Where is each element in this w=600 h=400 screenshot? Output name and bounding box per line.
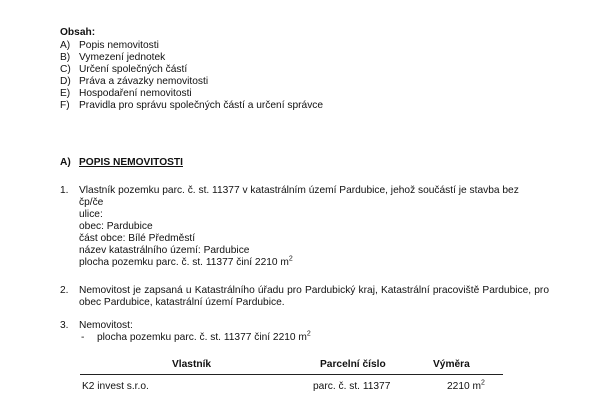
table-header-rule [80,374,503,375]
toc-item-text: Pravidla pro správu společných částí a určení správce [79,100,324,111]
district-line: část obce: Bílé Předměstí [79,233,196,244]
street-line: ulice: [79,209,103,220]
toc-item-letter: D) [60,76,71,87]
toc-item-letter: E) [60,88,71,99]
toc-item-letter: F) [60,100,70,111]
area-value: 2210 m [447,381,481,392]
toc-item-text: Popis nemovitosti [79,40,159,51]
area-unit-exponent: 2 [480,379,485,387]
item-number: 1. [60,185,69,196]
property-area-line [97,332,311,344]
section-title: POPIS NEMOVITOSTI [79,157,183,168]
toc-item-letter: A) [60,40,71,51]
area-cell [447,381,485,392]
area-unit-exponent: 2 [306,330,311,338]
toc-item-letter: C) [60,64,71,75]
building-number-line: čp/če [79,197,104,208]
toc-item-text: Hospodaření nemovitosti [79,88,192,99]
owner-line: Vlastník pozemku parc. č. st. 11377 v katastrálním území Pardubice, jehož součástí je stavba bez [79,185,519,196]
owner-description [79,185,549,269]
plot-area-line [79,257,549,269]
toc-item-letter: B) [60,52,71,63]
property-label: Nemovitost: [79,320,133,331]
list-dash: - [81,332,85,343]
toc-item-text: Určení společných částí [79,64,188,75]
registration-paragraph: Nemovitost je zapsaná u Katastrálního úřadu pro Pardubický kraj, Katastrální pracoviště Pardubice, pro obec Pardubice, katastrální území Pardubice. [79,285,549,308]
area-unit-exponent: 2 [288,255,293,263]
toc-item-text: Práva a závazky nemovitosti [79,76,209,87]
cadastral-area-line: název katastrálního území: Pardubice [79,245,250,256]
section-letter: A) [60,157,71,168]
parcel-cell: parc. č. st. 11377 [313,381,391,392]
item-number: 2. [60,285,69,296]
column-header-parcel: Parcelní číslo [320,359,386,370]
plot-area-text: plocha pozemku parc. č. st. 11377 činí 2210 m [79,257,289,268]
toc-item-text: Vymezení jednotek [79,52,166,63]
column-header-owner: Vlastník [172,359,212,370]
item-number: 3. [60,320,69,331]
owner-cell: K2 invest s.r.o. [82,381,149,392]
property-area-text: plocha pozemku parc. č. st. 11377 činí 2210 m [97,332,307,343]
toc-heading: Obsah: [60,27,96,38]
municipality-line: obec: Pardubice [79,221,153,232]
column-header-area: Výměra [433,359,470,370]
